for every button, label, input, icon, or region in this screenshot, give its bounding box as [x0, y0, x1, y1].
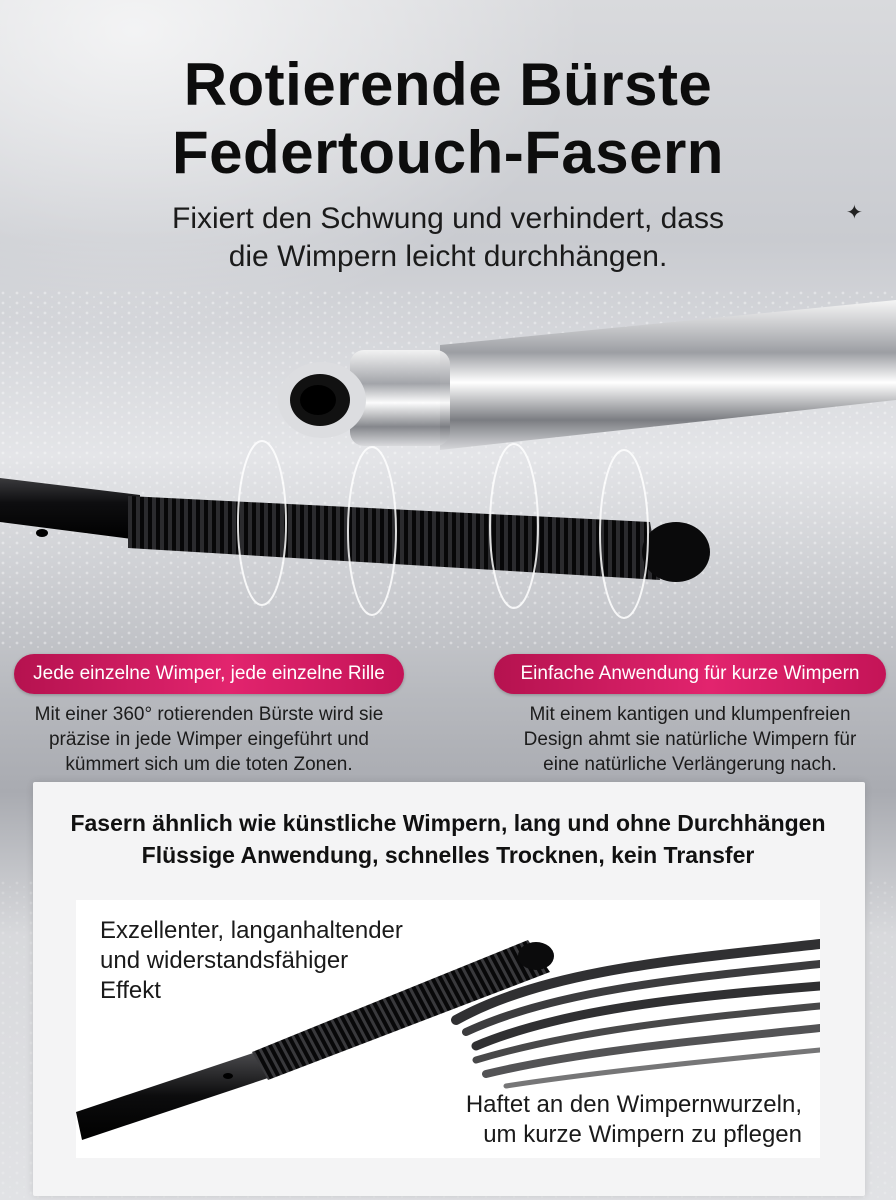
- callout-line: Exzellenter, langanhaltender: [100, 917, 403, 944]
- feature-description-left: [14, 702, 404, 777]
- feature-pill-right: Einfache Anwendung für kurze Wimpern: [494, 654, 886, 694]
- description-line: Design ahmt sie natürliche Wimpern für: [523, 729, 857, 750]
- sparkle-icon: ✦: [846, 202, 863, 224]
- description-line: Mit einem kantigen und klumpenfreien: [529, 704, 851, 725]
- description-line: Mit einer 360° rotierenden Bürste wird sie: [34, 704, 384, 725]
- callout-line: um kurze Wimpern zu pflegen: [483, 1121, 802, 1148]
- feature-description-right: [478, 702, 896, 777]
- description-line: eine natürliche Verlängerung nach.: [543, 754, 837, 775]
- feature-pill-left: Jede einzelne Wimper, jede einzelne Rille: [14, 654, 404, 694]
- callout-roots: [410, 1090, 802, 1150]
- subtitle: [0, 200, 896, 276]
- callout-line: Effekt: [100, 977, 161, 1004]
- subtitle-line-2: die Wimpern leicht durchhängen.: [228, 240, 668, 273]
- panel-headline-2: Flüssige Anwendung, schnelles Trocknen, kein Transfer: [141, 842, 755, 868]
- callout-durability: [100, 916, 403, 1006]
- description-line: präzise in jede Wimper eingeführt und: [48, 729, 369, 750]
- panel-headline-1: Fasern ähnlich wie künstliche Wimpern, lang und ohne Durchhängen: [70, 810, 826, 836]
- subtitle-line-1: Fixiert den Schwung und verhindert, dass: [172, 202, 724, 235]
- callout-line: und widerstandsfähiger: [100, 947, 349, 974]
- product-illustration: [0, 290, 896, 650]
- mascara-tube: [278, 300, 896, 450]
- description-line: kümmert sich um die toten Zonen.: [65, 754, 353, 775]
- title-line-1: Rotierende Bürste: [183, 51, 713, 118]
- title-line-2: Federtouch-Fasern: [172, 119, 724, 186]
- callout-line: Haftet an den Wimpernwurzeln,: [465, 1091, 802, 1118]
